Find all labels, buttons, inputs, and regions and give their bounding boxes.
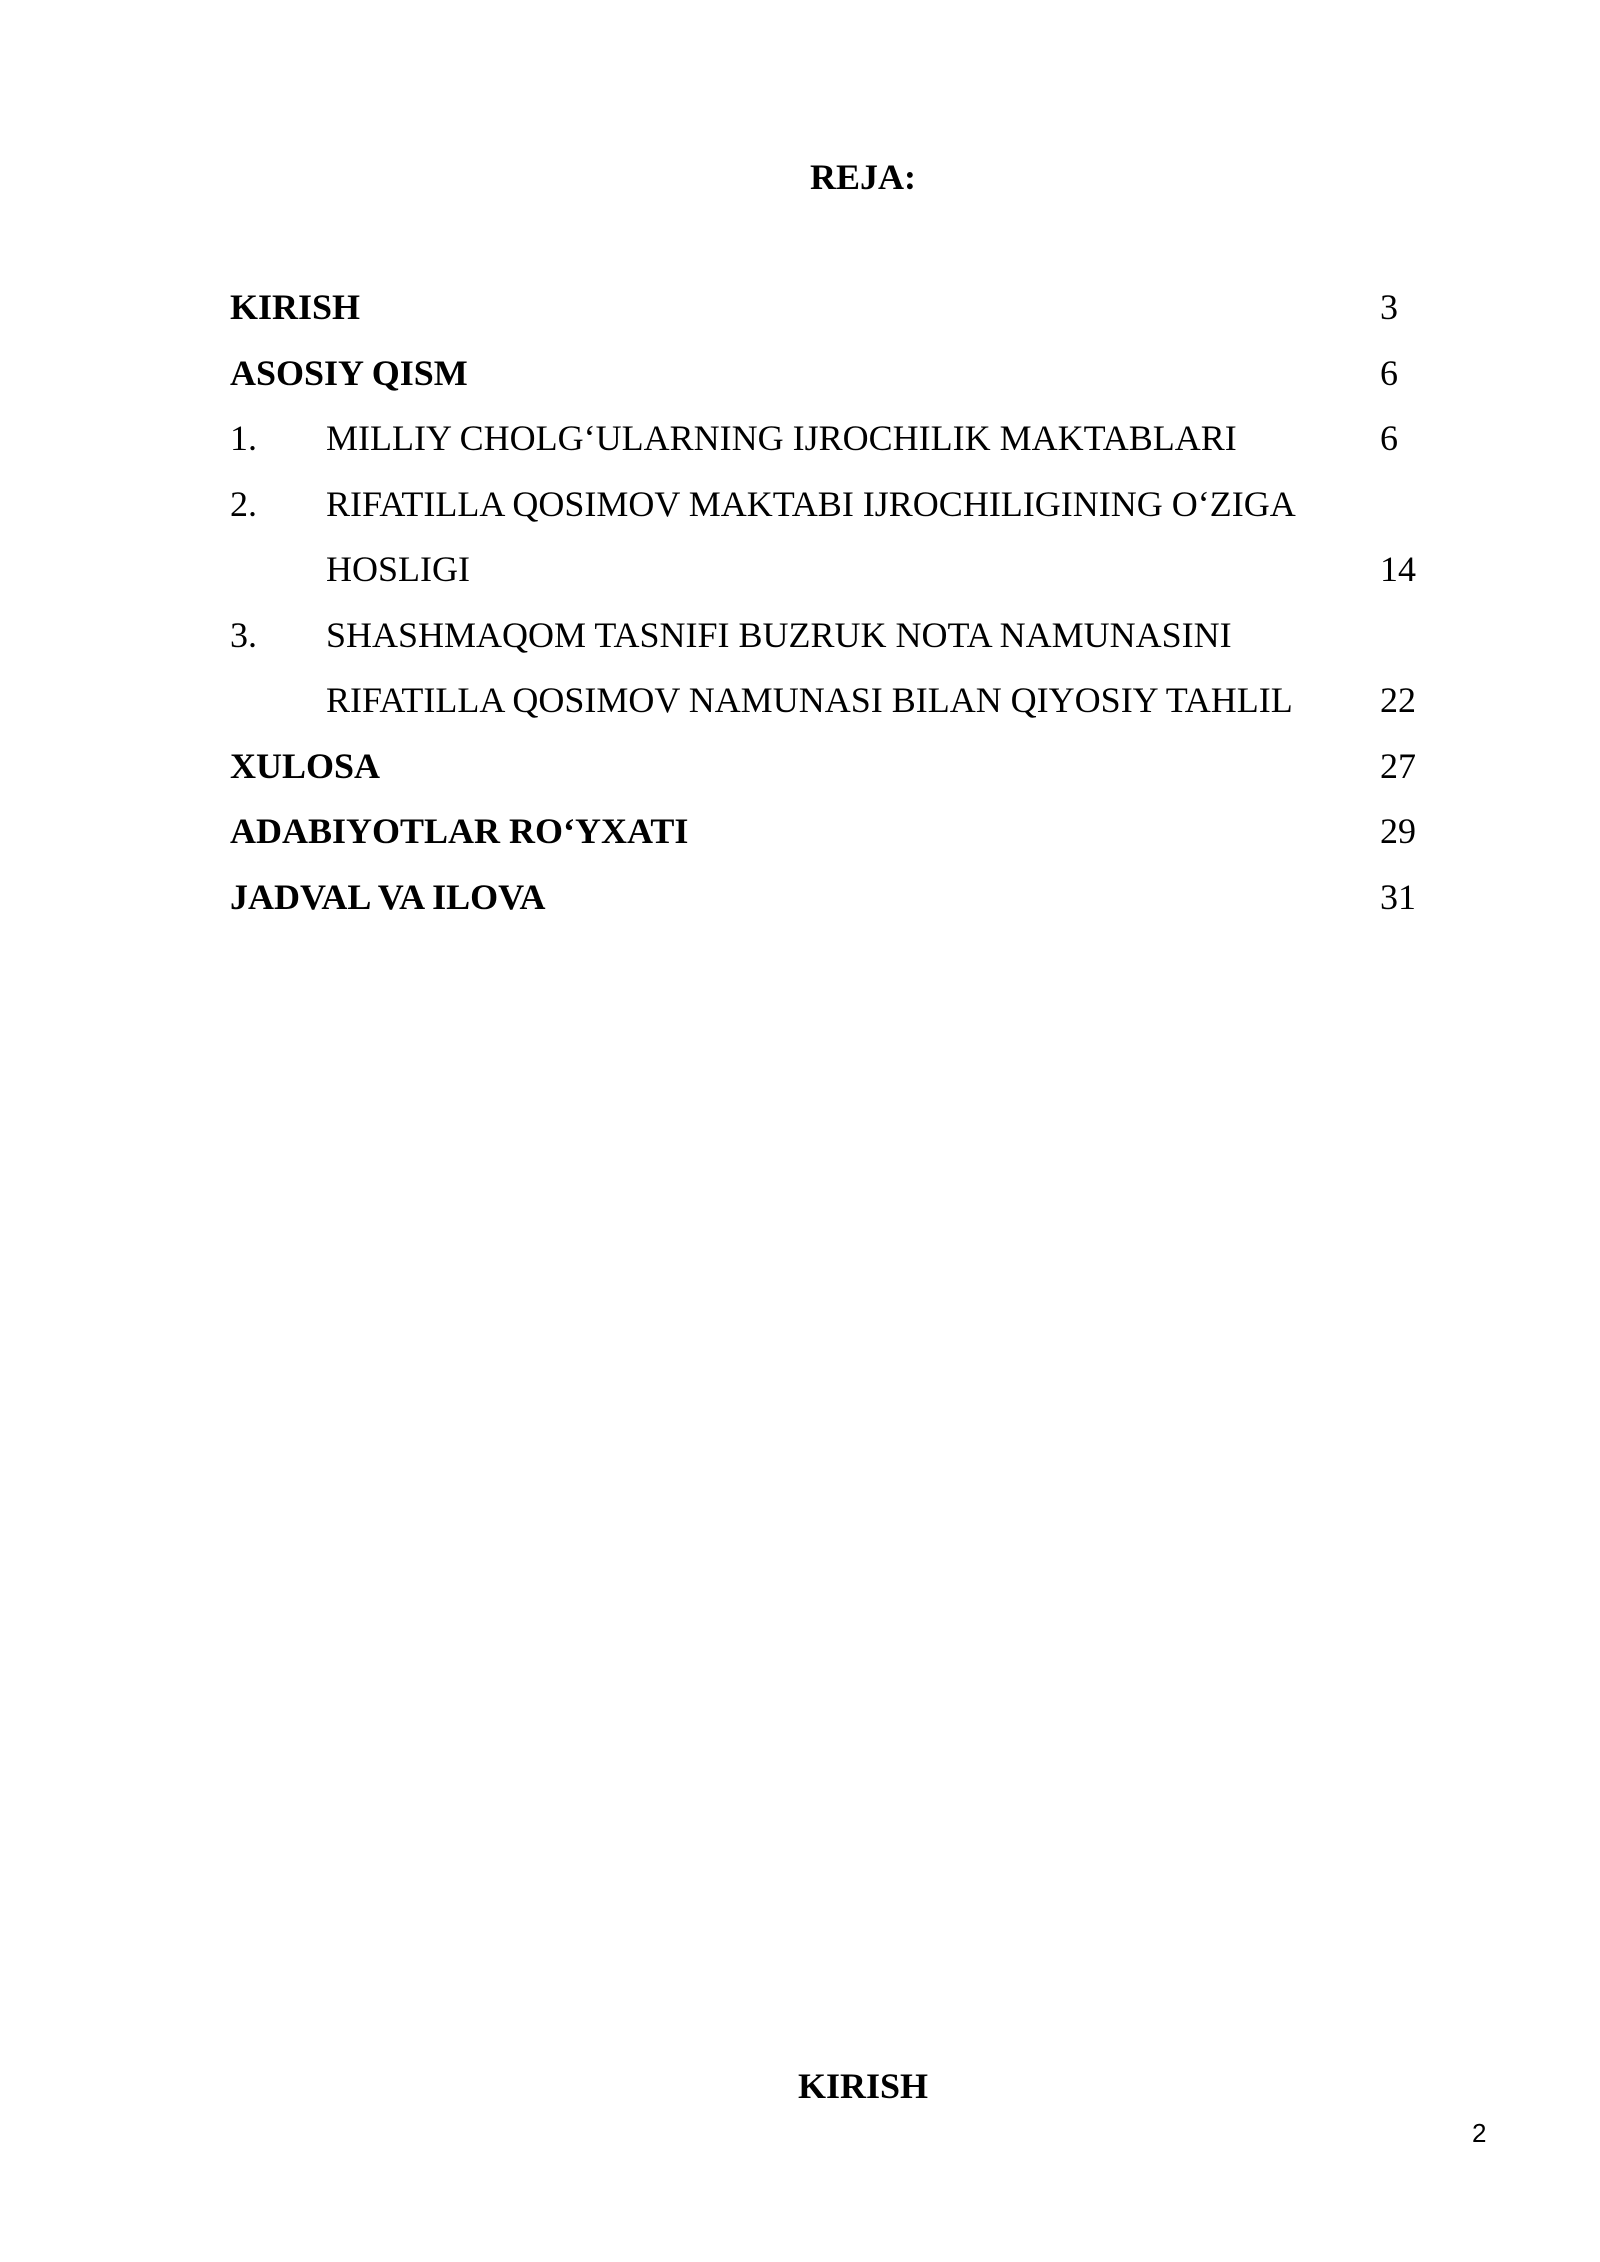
toc-entry-page: 31 (1380, 876, 1416, 917)
toc-entry-item-2-continued (230, 547, 1430, 613)
toc-entry-page: 6 (1380, 418, 1398, 458)
toc-entry-page: 6 (1380, 352, 1398, 393)
toc-entry-label: ADABIYOTLAR RO‘YXATI (230, 811, 689, 851)
toc-entry-label: RIFATILLA QOSIMOV MAKTABI IJROCHILIGINING O‘ZIGA (326, 483, 1296, 524)
toc-entry-item-1 (230, 416, 1430, 482)
toc-entry-number: 1. (230, 418, 257, 458)
toc-entry-jadval (230, 875, 1430, 941)
table-of-contents (230, 285, 1430, 940)
toc-entry-xulosa (230, 744, 1430, 810)
toc-entry-kirish (230, 285, 1430, 351)
toc-entry-page: 29 (1380, 811, 1416, 851)
page-title: REJA: (810, 157, 916, 197)
toc-entry-label-continued: RIFATILLA QOSIMOV NAMUNASI BILAN QIYOSIY TAHLIL (326, 680, 1293, 720)
toc-entry-label: JADVAL VA ILOVA (230, 876, 546, 917)
toc-entry-item-3 (230, 613, 1430, 679)
page-number: 2 (1472, 2118, 1487, 2148)
toc-entry-label-continued: HOSLIGI (326, 549, 470, 589)
toc-entry-page: 22 (1380, 680, 1416, 720)
toc-entry-label: MILLIY CHOLG‘ULARNING IJROCHILIK MAKTABLARI (326, 418, 1237, 458)
toc-entry-page: 14 (1380, 549, 1416, 589)
toc-entry-asosiy-qism (230, 351, 1430, 417)
toc-entry-number: 3. (230, 614, 257, 655)
section-heading-kirish: KIRISH (797, 2066, 929, 2106)
toc-entry-page: 27 (1380, 745, 1416, 786)
toc-entry-label: SHASHMAQOM TASNIFI BUZRUK NOTA NAMUNASINI (326, 614, 1232, 655)
toc-entry-number: 2. (230, 483, 257, 524)
toc-entry-label: XULOSA (230, 745, 381, 786)
toc-entry-label: ASOSIY QISM (230, 352, 468, 393)
toc-entry-page: 3 (1380, 287, 1398, 327)
toc-entry-item-3-continued (230, 678, 1430, 744)
toc-entry-item-2 (230, 482, 1430, 548)
toc-entry-label: KIRISH (230, 287, 361, 327)
toc-entry-adabiyotlar (230, 809, 1430, 875)
